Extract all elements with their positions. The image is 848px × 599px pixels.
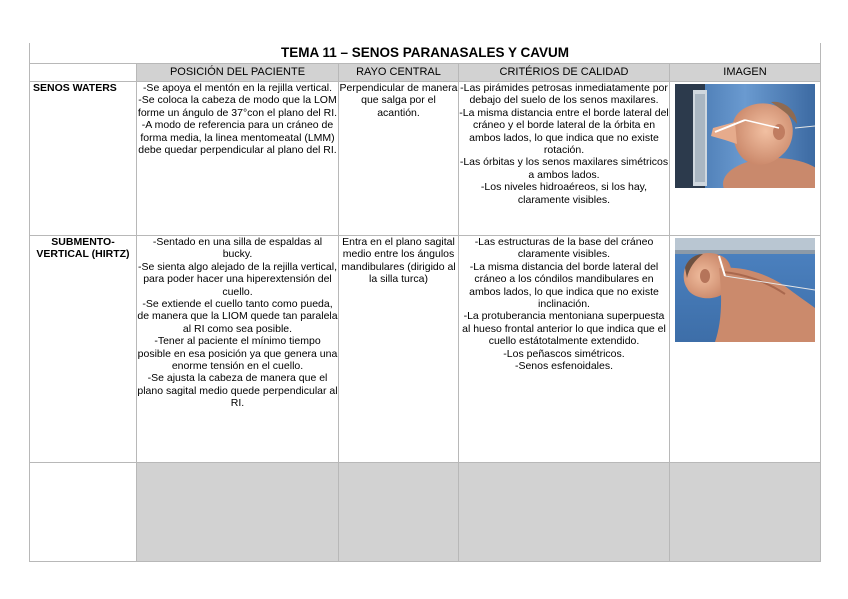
- header-image: IMAGEN: [670, 64, 821, 82]
- row-label: SENOS WATERS: [30, 82, 137, 236]
- table-row: [30, 463, 821, 562]
- central-ray-cell: Perpendicular de manera que salga por el acantión.: [339, 82, 459, 236]
- image-cell: [670, 82, 821, 236]
- criteria-line: -Las pirámides petrosas inmediatamente por debajo del suelo de los senos maxilares.: [460, 82, 668, 107]
- criteria-cell: [459, 82, 670, 236]
- position-line: -Se ajusta la cabeza de manera que el plano sagital medio quede perpendicular al RI.: [137, 372, 338, 410]
- header-central-ray: RAYO CENTRAL: [339, 64, 459, 82]
- patient-hirtz-photo: [675, 238, 815, 342]
- empty-cell: [670, 463, 821, 562]
- position-line: -Se coloca la cabeza de modo que la LOM forme un ángulo de 37°con el plano del RI.: [137, 94, 338, 119]
- criteria-line: -La misma distancia del borde lateral del cráneo a los cóndilos mandibulares en ambos lados, lo que indica que no existe inclinación.: [469, 260, 659, 311]
- patient-waters-photo: [675, 84, 815, 188]
- empty-cell: [137, 463, 339, 562]
- header-quality-criteria: CRITÉRIOS DE CALIDAD: [459, 64, 670, 82]
- document-page: [29, 43, 820, 571]
- criteria-line: -La protuberancia mentoniana superpuesta al hueso frontal anterior lo que indica que el cuello estátotalmente extendido.: [462, 310, 666, 348]
- position-line: -Sentado en una silla de espaldas al bucky.: [152, 236, 323, 261]
- table-header-row: [30, 64, 821, 82]
- criteria-line: -Las estructuras de la base del cráneo claramente visibles.: [474, 236, 654, 261]
- position-line: -Tener al paciente el mínimo tiempo posible en esa posición ya que genera una enorme tensión en el cuello.: [137, 335, 338, 373]
- criteria-line: -La misma distancia entre el borde lateral del cráneo y el borde lateral de la órbita en ambos lados, lo que indica que no existe rotación.: [459, 106, 669, 157]
- position-line: -A modo de referencia para un cráneo de forma media, la linea mentomeatal (LMM) debe quedar perpendicular al plano del RI.: [138, 119, 337, 157]
- table-row: [30, 236, 821, 463]
- position-line: -Se apoya el mentón en la rejilla vertical.: [142, 82, 333, 94]
- position-cell: [137, 236, 339, 463]
- position-line: -Se extiende el cuello tanto como pueda, de manera que la LIOM quede tan paralela al RI como sea posible.: [137, 298, 338, 335]
- position-line: -Se sienta algo alejado de la rejilla vertical, para poder hacer una hiperextensión del cuello.: [137, 260, 338, 298]
- page-title: TEMA 11 – SENOS PARANASALES Y CAVUM: [30, 43, 821, 64]
- empty-cell: [339, 463, 459, 562]
- criteria-cell: [459, 236, 670, 463]
- positioning-table: [29, 43, 821, 562]
- table-row: [30, 82, 821, 236]
- row-label: SUBMENTO-VERTICAL (HIRTZ): [30, 236, 137, 463]
- criteria-line: -Las órbitas y los senos maxilares simétricos a ambos lados.: [459, 156, 669, 181]
- central-ray-cell: Entra en el plano sagital medio entre los ángulos mandibulares (dirigido al la silla turca): [339, 236, 459, 463]
- position-cell: [137, 82, 339, 236]
- image-cell: [670, 236, 821, 463]
- header-blank: [30, 64, 137, 82]
- criteria-line: -Senos esfenoidales.: [514, 360, 614, 373]
- empty-cell: [459, 463, 670, 562]
- criteria-line: -Los niveles hidroaéreos, si los hay, claramente visibles.: [480, 181, 648, 206]
- criteria-line: -Los peñascos simétricos.: [503, 347, 625, 360]
- header-position: POSICIÓN DEL PACIENTE: [137, 64, 339, 82]
- empty-cell: [30, 463, 137, 562]
